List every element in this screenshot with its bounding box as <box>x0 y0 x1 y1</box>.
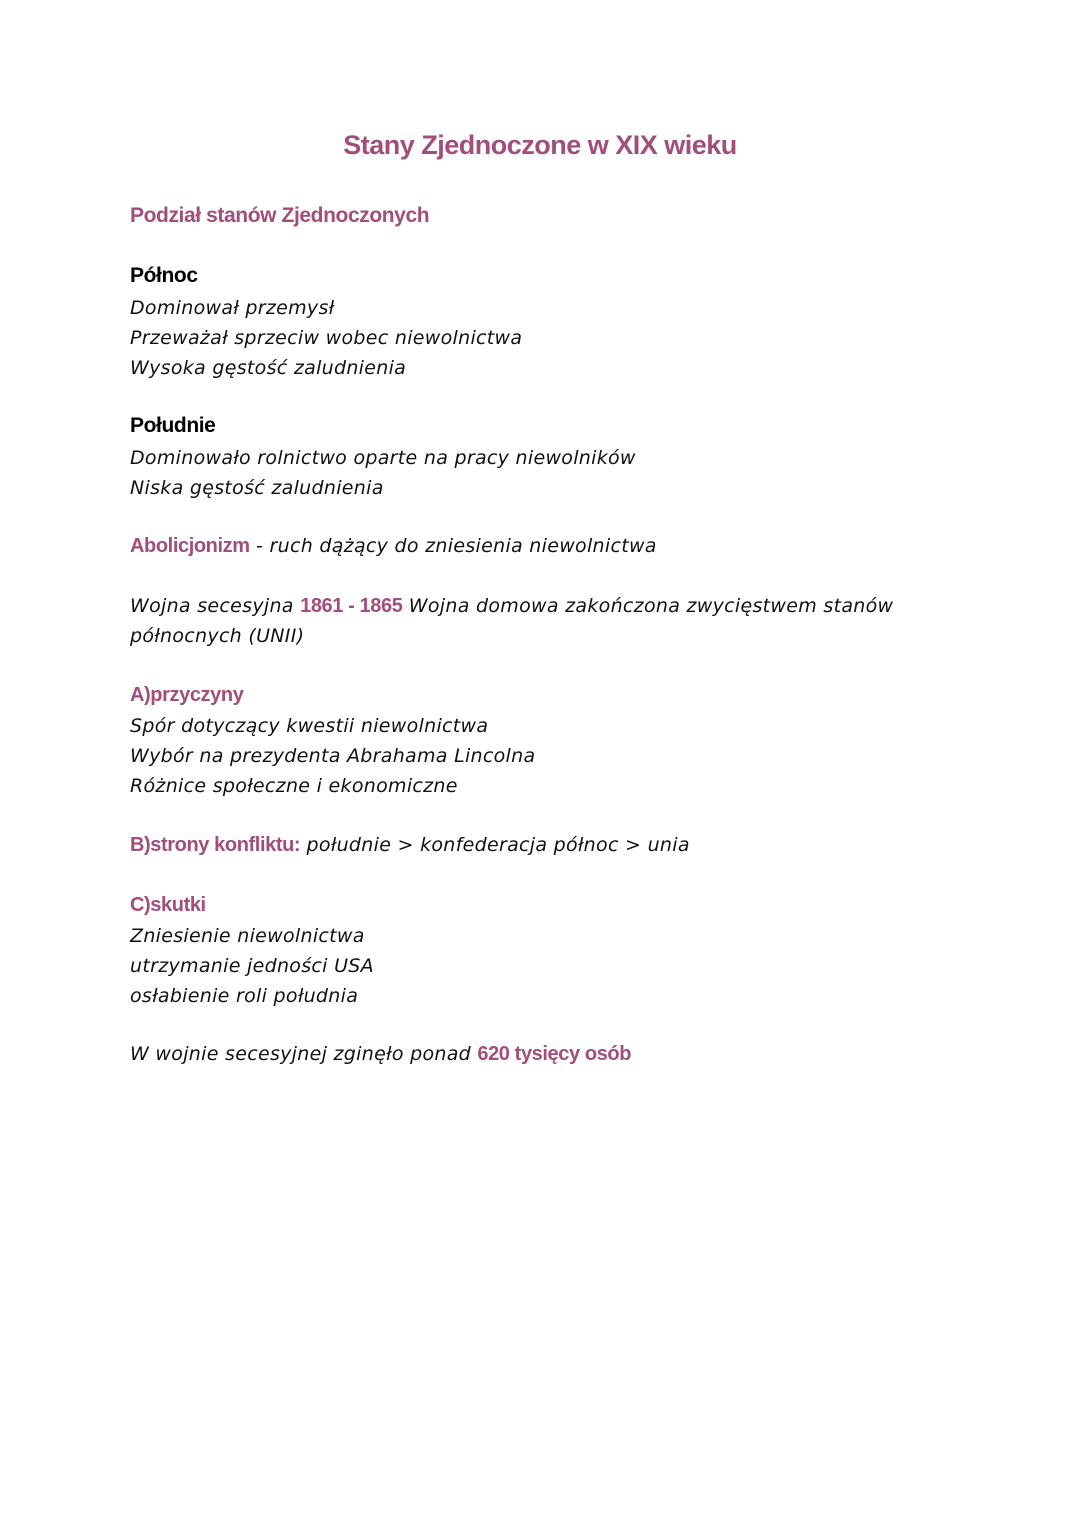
effect-line-1: Zniesienie niewolnictwa <box>130 925 365 947</box>
effect-line-2: utrzymanie jedności USA <box>130 955 374 977</box>
sides-text: południe > konfederacja północ > unia <box>300 834 690 856</box>
sides-heading: B)strony konfliktu: <box>130 834 301 856</box>
civil-war-description: Wojna domowa zakończona zwycięstwem stanów <box>402 595 894 617</box>
north-line-1: Dominował przemysł <box>130 297 335 319</box>
civil-war-line-1 <box>130 595 893 618</box>
effects-heading: C)skutki <box>130 894 206 916</box>
subheading-north: Północ <box>130 264 198 287</box>
civil-war-line-2: północnych (UNII) <box>130 625 305 647</box>
south-line-1: Dominowało rolnictwo oparte na pracy niewolników <box>130 447 636 469</box>
north-line-2: Przeważał sprzeciw wobec niewolnictwa <box>130 327 523 349</box>
south-line-2: Niska gęstość zaludnienia <box>130 477 384 499</box>
north-line-3: Wysoka gęstość zaludnienia <box>130 357 407 379</box>
effect-line-3: osłabienie roli południa <box>130 985 359 1007</box>
abolitionism-term: Abolicjonizm <box>130 535 250 557</box>
sides-line <box>130 834 690 857</box>
abolitionism-line <box>130 535 657 558</box>
civil-war-prefix: Wojna secesyjna <box>130 595 301 617</box>
casualties-prefix: W wojnie secesyjnej zginęło ponad <box>130 1043 478 1065</box>
page-title: Stany Zjednoczone w XIX wieku <box>343 130 737 160</box>
cause-line-1: Spór dotyczący kwestii niewolnictwa <box>130 715 489 737</box>
cause-line-2: Wybór na prezydenta Abrahama Lincolna <box>130 745 536 767</box>
cause-line-3: Różnice społeczne i ekonomiczne <box>130 775 458 797</box>
abolitionism-definition: - ruch dążący do zniesienia niewolnictwa <box>249 535 657 557</box>
subheading-south: Południe <box>130 414 216 437</box>
section-heading-division: Podział stanów Zjednoczonych <box>130 204 430 227</box>
civil-war-years: 1861 - 1865 <box>300 595 403 617</box>
casualties-line <box>130 1043 631 1066</box>
casualties-value: 620 tysięcy osób <box>477 1043 632 1065</box>
causes-heading: A)przyczyny <box>130 684 244 706</box>
